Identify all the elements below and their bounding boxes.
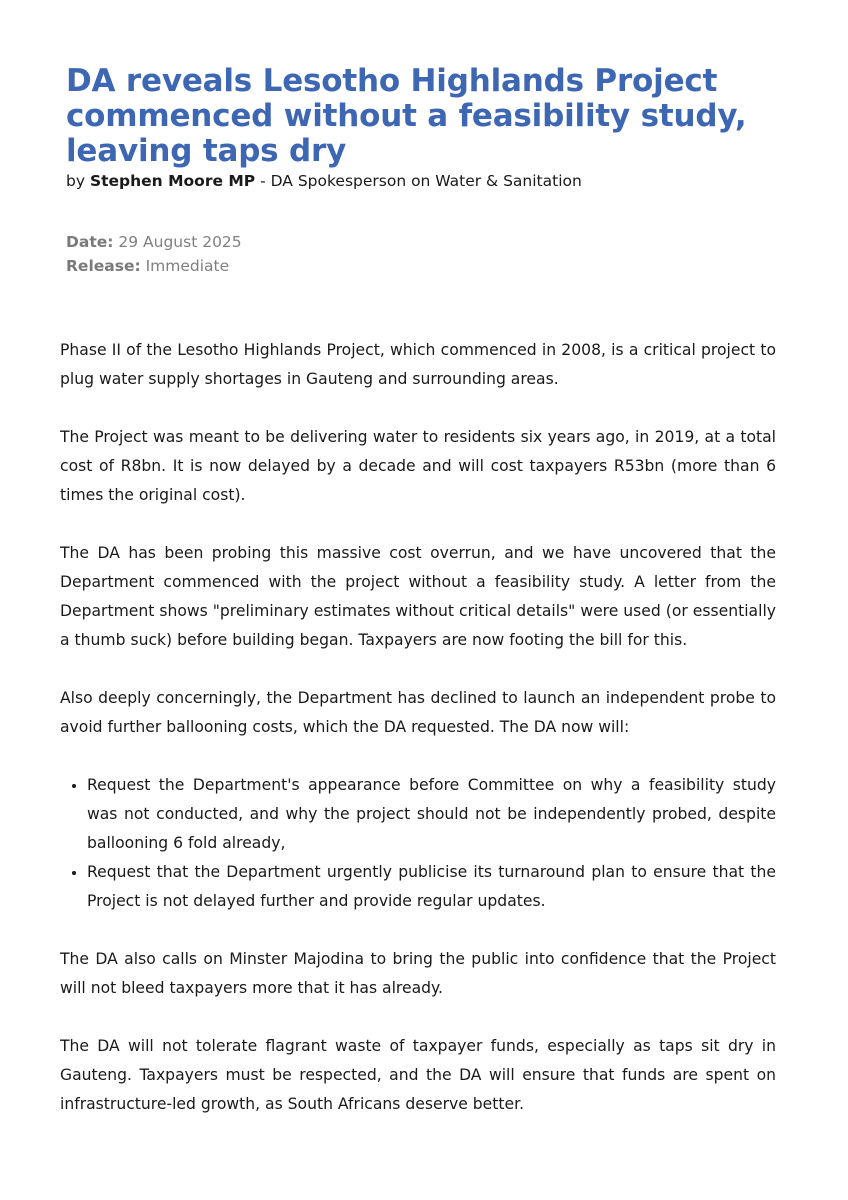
paragraph: The DA has been probing this massive cost overrun, and we have uncovered that the Department commenced with the project without a feasibility study. A letter from the Department shows "preliminary estimates without critical details" were used (or essentially a thumb suck) before building began. Taxpayers are now footing the bill for this.: [60, 544, 776, 649]
release-line: [66, 254, 242, 278]
paragraph: The DA will not tolerate flagrant waste of taxpayer funds, especially as taps sit dry in Gauteng. Taxpayers must be respected, and the DA will ensure that funds are spent on infrastructure-led growth, as South Africans deserve better.: [60, 1037, 776, 1113]
byline-author: Stephen Moore MP: [89, 172, 256, 190]
release-meta: [66, 230, 242, 278]
paragraph: Also deeply concerningly, the Department has declined to launch an independent probe to avoid further ballooning costs, which the DA requested. The DA now will:: [60, 689, 776, 736]
byline-prefix: by: [66, 172, 86, 190]
paragraph: The DA also calls on Minster Majodina to bring the public into confidence that the Project will not bleed taxpayers more that it has already.: [60, 950, 776, 997]
byline: [66, 171, 582, 191]
date-value: 29 August 2025: [118, 233, 242, 251]
article-body: [60, 336, 776, 1148]
list-item: • Request that the Department urgently publicise its turnaround plan to ensure that the Project is not delayed further and provide regular updates.: [87, 858, 776, 916]
paragraph: The Project was meant to be delivering water to residents six years ago, in 2019, at a total cost of R8bn. It is now delayed by a decade and will cost taxpayers R53bn (more than 6 times the original cost).: [60, 428, 776, 504]
action-list: [60, 771, 776, 916]
date-line: [66, 230, 242, 254]
paragraph: Phase II of the Lesotho Highlands Project, which commenced in 2008, is a critical project to plug water supply shortages in Gauteng and surrounding areas.: [60, 341, 776, 388]
release-value: Immediate: [145, 257, 230, 275]
page-title: DA reveals Lesotho Highlands Project commenced without a feasibility study, leaving taps dry: [66, 63, 747, 169]
byline-role: - DA Spokesperson on Water & Sanitation: [260, 172, 582, 190]
release-label: Release:: [66, 257, 141, 275]
date-label: Date:: [66, 233, 114, 251]
list-item: • Request the Department's appearance before Committee on why a feasibility study was not conducted, and why the project should not be independently probed, despite ballooning 6 fold already,: [87, 771, 776, 858]
